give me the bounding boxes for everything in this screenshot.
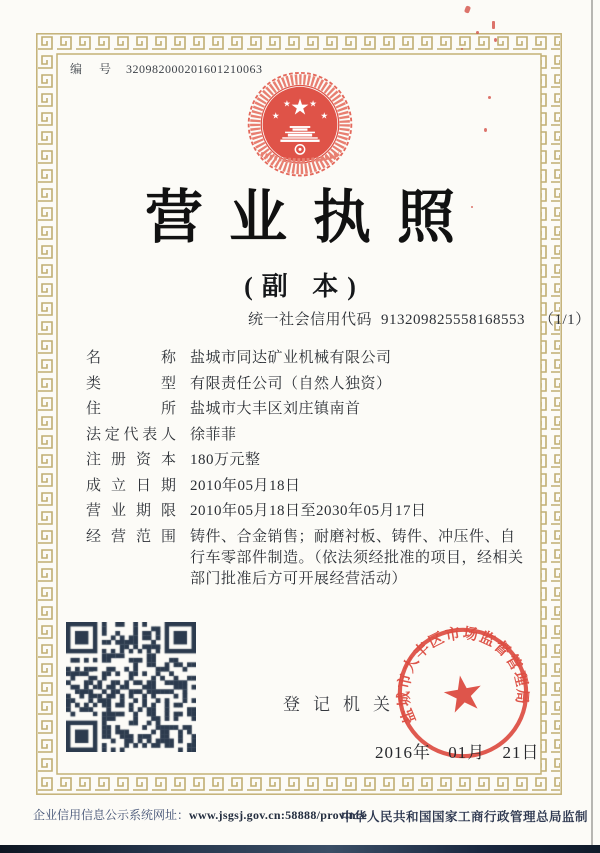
credit-code-line [248,308,591,329]
national-emblem-icon [244,68,356,186]
credit-code-value: 913209825558168553 [381,312,526,328]
registration-authority-label: 登记机关 [283,695,403,714]
serial-value: 320982000201601210063 [126,62,263,76]
field-label: 营业期限 [86,503,176,519]
seal-text: 盐城市大丰区市场监督管理局 [395,625,531,726]
scan-speck [494,38,497,42]
scan-page-edge [591,0,593,845]
field-row [86,374,532,395]
svg-text:盐城市大丰区市场监督管理局 [390,620,534,729]
field-label: 成立日期 [86,477,176,494]
page-title: 营业执照 [144,185,481,250]
field-label: 注册资本 [86,452,176,468]
field-label: 住所 [86,401,176,417]
field-row [86,501,532,522]
field-label: 名称 [86,350,176,366]
field-value: 盐城市大丰区刘庄镇南首 [190,401,361,417]
scan-speck [464,5,471,13]
field-row [86,348,532,369]
footer-url-value: www.jsgsj.gov.cn:58888/province [189,808,368,822]
issue-date: 2016年 01月 21日 [375,743,540,762]
field-label: 类型 [86,375,176,392]
page-subtitle: (副 本) [244,272,365,301]
field-value: 180万元整 [190,452,261,468]
fields-list [86,348,532,594]
field-value: 2010年05月18日 [190,477,301,494]
footer-publicity-url [33,806,367,823]
qr-code [66,622,196,752]
scan-speck [476,31,479,34]
serial-number-line [70,60,263,77]
scan-speck [461,48,463,50]
credit-code-label: 统一社会信用代码 [248,312,373,328]
field-value: 铸件、合金销售；耐磨衬板、铸件、冲压件、自行车零部件制造。（依法须经批准的项目，经相关部门批准后方可开展经营活动） [190,528,524,587]
field-row [86,527,532,590]
footer-issuer-text: 中华人民共和国国家工商行政管理总局监制 [341,810,589,824]
field-row [86,399,532,420]
field-label: 法定代表人 [86,426,176,443]
field-value: 有限责任公司（自然人独资） [190,375,392,392]
scan-speck [484,128,487,132]
scan-bottom-shadow [0,845,600,853]
field-row [86,450,532,471]
field-label: 经营范围 [86,528,176,545]
footer-url-label: 企业信用信息公示系统网址： [33,808,190,822]
field-value: 徐菲菲 [190,426,237,443]
field-value: 2010年05月18日至2030年05月17日 [190,503,427,519]
field-value: 盐城市同达矿业机械有限公司 [190,350,392,366]
scan-speck [492,21,495,29]
credit-code-suffix: （1/1） [539,312,591,328]
serial-label: 编 号 [70,62,119,76]
field-row [86,425,532,446]
scan-speck [488,96,491,99]
field-row [86,476,532,497]
